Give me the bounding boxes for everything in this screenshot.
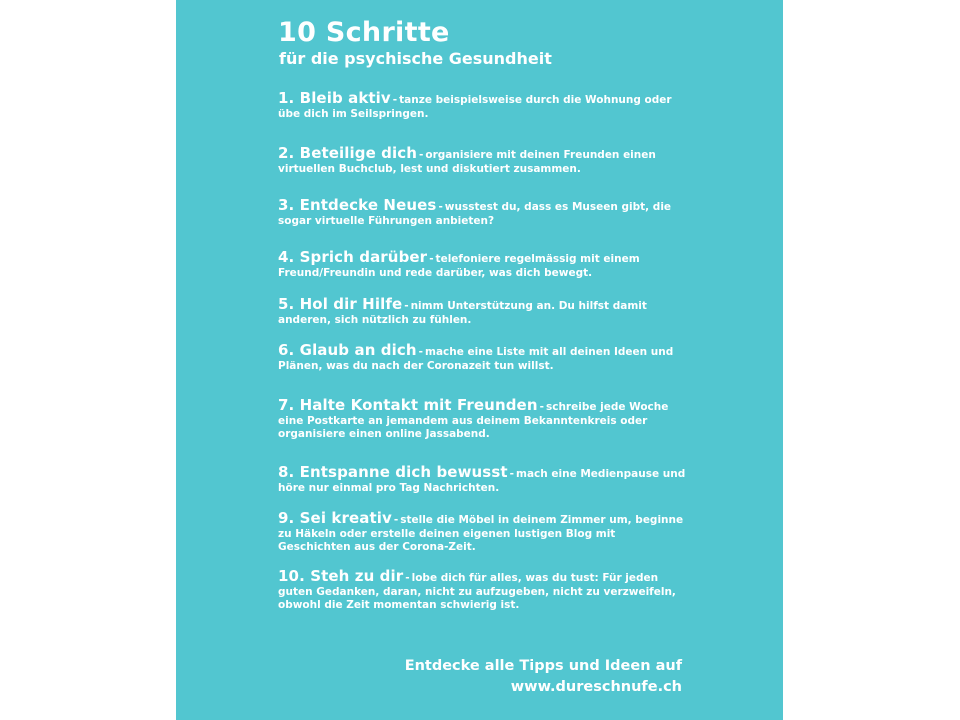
step-heading: 4. Sprich darüber (278, 248, 428, 266)
step-heading: 3. Entdecke Neues (278, 196, 437, 214)
step-heading: 2. Beteilige dich (278, 144, 418, 162)
poster-subtitle: für die psychische Gesundheit (279, 49, 552, 68)
step-heading: 6. Glaub an dich (278, 341, 417, 359)
step-item: 2. Beteilige dich - organisiere mit deinen Freunden einen virtuellen Buchclub, lest und diskutiert zusammen. (278, 144, 656, 175)
step-heading: 10. Steh zu dir (278, 567, 404, 585)
step-item: 8. Entspanne dich bewusst - mach eine Medienpause und höre nur einmal pro Tag Nachrichten. (278, 463, 686, 494)
step-text: wusstest du, dass es Museen gibt, die sogar virtuelle Führungen anbieten? (278, 201, 672, 227)
step-item: 10. Steh zu dir - lobe dich für alles, was du tust: Für jeden guten Gedanken, daran, nicht zu aufzugeben, nicht zu verzweifeln, obwohl die Zeit momentan schwierig ist. (278, 567, 676, 611)
step-item: 4. Sprich darüber - telefoniere regelmässig mit einem Freund/Freundin und rede darüber, was dich bewegt. (278, 248, 640, 279)
poster-title: 10 Schritte (278, 17, 450, 48)
poster (176, 0, 783, 720)
step-item: 5. Hol dir Hilfe - nimm Unterstützung an. Du hilfst damit anderen, sich nützlich zu fühlen. (278, 295, 647, 326)
step-item: 1. Bleib aktiv - tanze beispielsweise durch die Wohnung oder übe dich im Seilspringen. (278, 89, 672, 120)
step-heading: 5. Hol dir Hilfe (278, 295, 403, 313)
footer-website-link[interactable]: www.dureschnufe.ch (510, 679, 682, 695)
step-text: mache eine Liste mit all deinen Ideen und Plänen, was du nach der Coronazeit tun willst. (278, 346, 674, 372)
step-heading: 1. Bleib aktiv (278, 89, 391, 107)
step-text: lobe dich für alles, was du tust: Für jeden guten Gedanken, daran, nicht zu aufzugeben, nicht zu verzweifeln, obwohl die Zeit momentan schwierig ist. (278, 572, 676, 611)
footer-text: Entdecke alle Tipps und Ideen auf (404, 658, 682, 674)
step-heading: 7. Halte Kontakt mit Freunden (278, 396, 538, 414)
step-text: telefoniere regelmässig mit einem Freund/Freundin und rede darüber, was dich bewegt. (278, 253, 640, 279)
step-item: 3. Entdecke Neues - wusstest du, dass es Museen gibt, die sogar virtuelle Führungen anbieten? (278, 196, 672, 227)
step-text: schreibe jede Woche eine Postkarte an jemandem aus deinem Bekanntenkreis oder organisiere einen online Jassabend. (278, 401, 669, 440)
step-text: nimm Unterstützung an. Du hilfst damit anderen, sich nützlich zu fühlen. (278, 300, 647, 326)
step-text: tanze beispielsweise durch die Wohnung oder übe dich im Seilspringen. (278, 94, 672, 120)
step-heading: 9. Sei kreativ (278, 509, 392, 527)
step-item: 7. Halte Kontakt mit Freunden - schreibe jede Woche eine Postkarte an jemandem aus deinem Bekanntenkreis oder organisiere einen online Jassabend. (278, 396, 669, 440)
step-item: 9. Sei kreativ - stelle die Möbel in deinem Zimmer um, beginne zu Häkeln oder erstelle deinen eigenen lustigen Blog mit Geschichten aus der Corona-Zeit. (278, 509, 684, 553)
step-text: stelle die Möbel in deinem Zimmer um, beginne zu Häkeln oder erstelle deinen eigenen lustigen Blog mit Geschichten aus der Corona-Zeit. (278, 514, 684, 553)
step-heading: 8. Entspanne dich bewusst (278, 463, 508, 481)
step-item: 6. Glaub an dich - mache eine Liste mit all deinen Ideen und Plänen, was du nach der Coronazeit tun willst. (278, 341, 674, 372)
step-text: mach eine Medienpause und höre nur einmal pro Tag Nachrichten. (278, 468, 686, 494)
step-text: organisiere mit deinen Freunden einen virtuellen Buchclub, lest und diskutiert zusammen. (278, 149, 656, 175)
